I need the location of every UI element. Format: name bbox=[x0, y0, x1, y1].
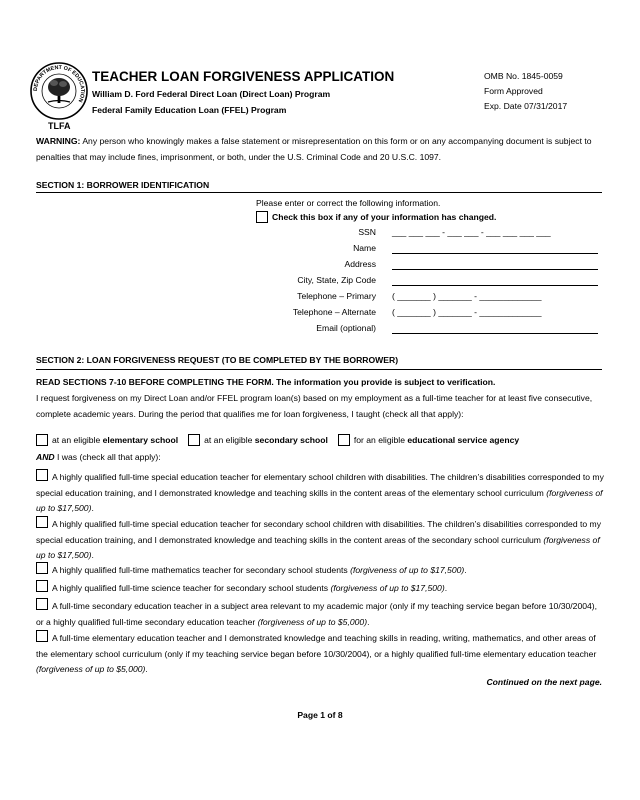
teacher-category-checkbox[interactable] bbox=[36, 562, 48, 574]
warning-notice bbox=[36, 134, 602, 165]
field-row bbox=[200, 291, 604, 305]
field-input-line[interactable] bbox=[392, 333, 598, 334]
field-label: Telephone – Primary bbox=[297, 291, 376, 301]
school-type-name: secondary school bbox=[254, 435, 328, 445]
option-end: . bbox=[444, 583, 448, 593]
school-type-name: educational service agency bbox=[407, 435, 520, 445]
teacher-category-checkbox[interactable] bbox=[36, 469, 48, 481]
teacher-category-option[interactable] bbox=[36, 562, 604, 579]
and-statement bbox=[36, 452, 161, 462]
field-input-line[interactable] bbox=[392, 285, 598, 286]
teacher-category-option[interactable] bbox=[36, 598, 604, 630]
option-amount: (forgiveness of up to $5,000) bbox=[257, 616, 368, 627]
option-end: . bbox=[91, 550, 94, 560]
warning-label: WARNING: bbox=[36, 136, 81, 146]
field-label: Email (optional) bbox=[316, 323, 376, 333]
field-row bbox=[200, 307, 604, 321]
form-approved: Form Approved bbox=[484, 86, 543, 96]
section-divider bbox=[36, 192, 602, 193]
teacher-category-option[interactable] bbox=[36, 469, 604, 517]
option-text: A full-time secondary education teacher in a subject area relevant to my academic major (only if my teaching service began before 10/30/2004), or a highly qualified full-time secondary education teacher bbox=[36, 601, 598, 627]
school-type-name: elementary school bbox=[102, 435, 179, 445]
phone-input[interactable]: ( _______ ) _______ - _____________ bbox=[392, 291, 542, 301]
option-text: A highly qualified full-time mathematics teacher for secondary school students bbox=[52, 565, 351, 575]
school-type-options bbox=[36, 434, 529, 446]
field-row bbox=[200, 259, 604, 273]
field-row bbox=[200, 227, 604, 241]
page-number: Page 1 of 8 bbox=[297, 710, 343, 720]
teacher-category-checkbox[interactable] bbox=[36, 598, 48, 610]
school-type-checkbox[interactable] bbox=[36, 434, 48, 446]
program-subtitle-direct: William D. Ford Federal Direct Loan (Direct Loan) Program bbox=[92, 89, 331, 99]
option-text: A highly qualified full-time special education teacher for elementary school children with disabilities. The children’s disabilities corresponded to my special education training, and I demonstrated knowledge and teaching skills in the content areas of the elementary school curriculum bbox=[36, 472, 604, 498]
option-end: . bbox=[145, 664, 148, 674]
field-row bbox=[200, 243, 604, 257]
info-changed-label: Check this box if any of your information has changed. bbox=[272, 212, 497, 222]
field-label: SSN bbox=[358, 227, 376, 237]
omb-block bbox=[484, 69, 567, 114]
school-type-prefix: at an eligible bbox=[52, 435, 103, 445]
forgiveness-intro: I request forgiveness on my Direct Loan and/or FFEL program loan(s) based on my employment as a full-time teacher for at least five consecutive, complete academic years. During the period that qualifies me for loan forgiveness, I taught (check all that apply): bbox=[36, 393, 593, 419]
warning-text: Any person who knowingly makes a false statement or misrepresentation on this form or on any accompanying document is subject to penalties that may include fines, imprisonment, or both, under the U.S. Criminal Code and 20 U.S.C. 1097. bbox=[36, 136, 592, 162]
teacher-category-checkbox[interactable] bbox=[36, 580, 48, 592]
svg-text:DEPARTMENT OF EDUCATION: DEPARTMENT OF EDUCATION bbox=[32, 64, 86, 103]
teacher-category-checkbox[interactable] bbox=[36, 630, 48, 642]
school-type-prefix: for an eligible bbox=[353, 435, 408, 445]
school-type-checkbox[interactable] bbox=[338, 434, 350, 446]
read-sections-note: READ SECTIONS 7-10 BEFORE COMPLETING THE FORM. The information you provide is subject to verification. bbox=[36, 377, 496, 387]
field-row bbox=[200, 275, 604, 289]
department-seal-icon bbox=[30, 62, 88, 120]
section1-instruction: Please enter or correct the following information. bbox=[256, 198, 441, 208]
field-row bbox=[200, 323, 604, 337]
continued-note: Continued on the next page. bbox=[486, 677, 602, 687]
option-end: . bbox=[464, 565, 467, 575]
teacher-category-option[interactable] bbox=[36, 516, 604, 564]
option-end: . bbox=[91, 503, 94, 513]
form-code: TLFA bbox=[48, 121, 71, 131]
teacher-category-option[interactable] bbox=[36, 630, 604, 678]
option-amount: (forgiveness of up to $17,500) bbox=[36, 487, 603, 513]
and-suffix: I was (check all that apply): bbox=[54, 452, 161, 462]
section1-heading: SECTION 1: BORROWER IDENTIFICATION bbox=[36, 180, 210, 190]
field-label: Telephone – Alternate bbox=[292, 307, 376, 317]
info-changed-checkbox[interactable] bbox=[256, 211, 268, 223]
option-amount: (forgiveness of up to $17,500) bbox=[36, 534, 600, 560]
ssn-input[interactable]: ___ ___ ___ - ___ ___ - ___ ___ ___ ___ bbox=[392, 227, 551, 237]
phone-input[interactable]: ( _______ ) _______ - _____________ bbox=[392, 307, 542, 317]
section2-heading: SECTION 2: LOAN FORGIVENESS REQUEST (TO BE COMPLETED BY THE BORROWER) bbox=[36, 355, 399, 365]
option-text: A highly qualified full-time special education teacher for secondary school children with disabilities. The children’s disabilities corresponded to my special education training, and I demonstrated knowledge and teaching skills in the content areas of the secondary school curriculum bbox=[36, 519, 602, 545]
omb-number: OMB No. 1845-0059 bbox=[484, 71, 563, 81]
school-type-prefix: at an eligible bbox=[204, 435, 255, 445]
and-prefix: AND bbox=[36, 452, 55, 462]
teacher-category-checkbox[interactable] bbox=[36, 516, 48, 528]
section-divider bbox=[36, 369, 602, 370]
field-input-line[interactable] bbox=[392, 253, 598, 254]
school-type-option[interactable] bbox=[188, 434, 328, 446]
option-amount: (forgiveness of up to $17,500) bbox=[350, 565, 465, 575]
option-text: A highly qualified full-time science teacher for secondary school students bbox=[52, 583, 331, 593]
field-input-line[interactable] bbox=[392, 269, 598, 270]
form-title: TEACHER LOAN FORGIVENESS APPLICATION bbox=[92, 69, 395, 84]
info-changed-option[interactable] bbox=[256, 211, 496, 223]
school-type-option[interactable] bbox=[36, 434, 178, 446]
school-type-checkbox[interactable] bbox=[188, 434, 200, 446]
field-label: Address bbox=[344, 259, 376, 269]
field-label: Name bbox=[353, 243, 376, 253]
option-amount: (forgiveness of up to $17,500) bbox=[330, 583, 445, 593]
program-subtitle-ffel: Federal Family Education Loan (FFEL) Program bbox=[92, 105, 287, 115]
option-text: A full-time elementary education teacher and I demonstrated knowledge and teaching skills in reading, writing, mathematics, and other areas of the elementary school curriculum (only if my teaching service began before 10/30/2004), or a highly qualified full-time elementary education teacher bbox=[36, 633, 597, 659]
option-end: . bbox=[367, 616, 370, 627]
teacher-category-option[interactable] bbox=[36, 580, 604, 597]
field-label: City, State, Zip Code bbox=[297, 275, 376, 285]
expiration-date: Exp. Date 07/31/2017 bbox=[484, 101, 568, 111]
school-type-option[interactable] bbox=[338, 434, 519, 446]
option-amount: (forgiveness of up to $5,000) bbox=[36, 664, 146, 674]
